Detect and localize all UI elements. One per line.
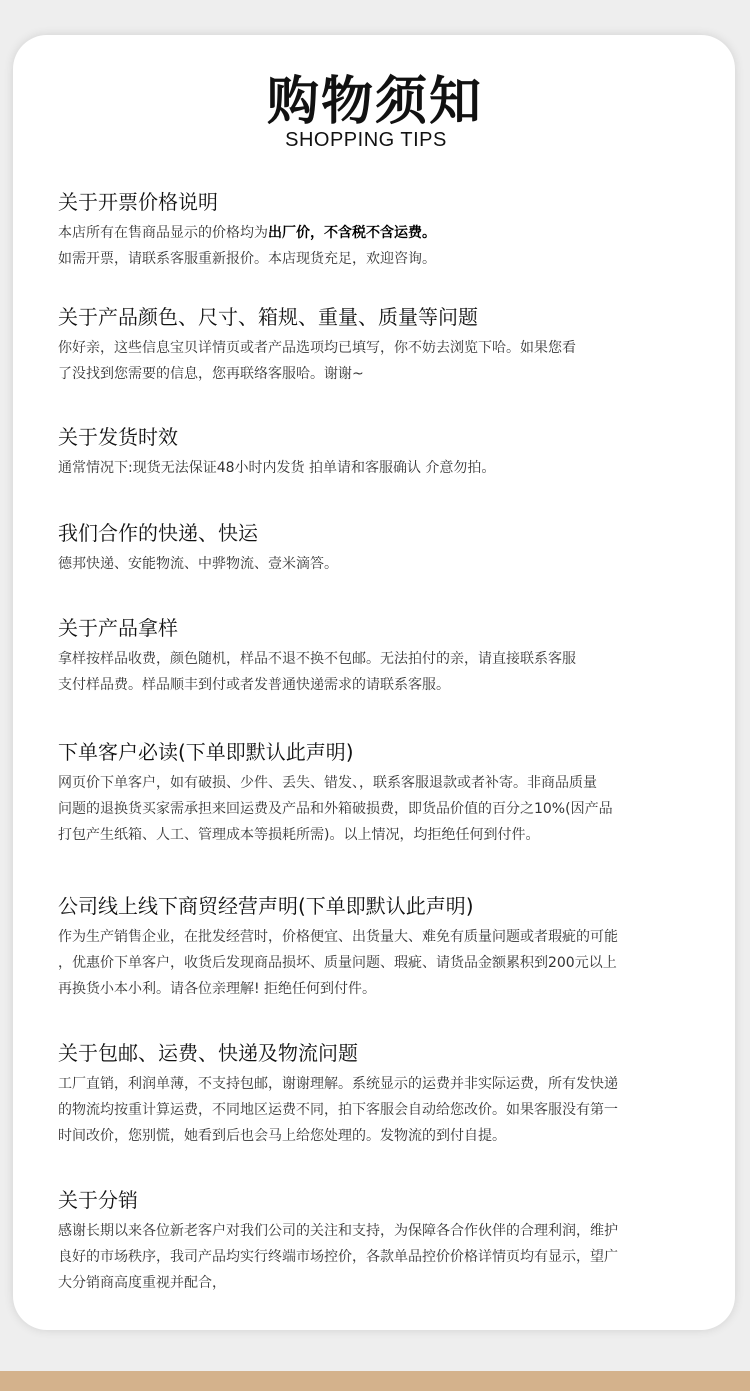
page-title: 购物须知 <box>266 72 483 132</box>
section-order-notice <box>58 737 718 848</box>
section-text: 工厂直销，利润单薄，不支持包邮，谢谢理解。系统显示的运费并非实际运费，所有发快递 的物流均按重计算运费，不同地区运费不同，拍下客服会自动给您改价。如果客服没有第一 时间改价，您别慌，她看到后也会马上给您处理的。发物流的到付自提。 <box>58 1076 618 1144</box>
section-text: 感谢长期以来各位新老客户对我们公司的关注和支持，为保障各合作伙伴的合理利润，维护 良好的市场秩序，我司产品均实行终端市场控价，各款单品控价价格详情页均有显示，望广 大分销商高度重视并配合， <box>58 1223 618 1291</box>
section-shipping-time <box>58 422 718 481</box>
section-heading: 关于发货时效 <box>58 425 178 449</box>
section-business-statement <box>58 891 718 1002</box>
section-invoice-pricing <box>58 187 718 272</box>
section-shipping-fees <box>58 1038 718 1149</box>
section-heading: 关于产品拿样 <box>58 616 178 640</box>
section-couriers <box>58 518 718 577</box>
section-heading: 关于开票价格说明 <box>58 190 218 214</box>
page-subtitle: SHOPPING TIPS <box>285 129 447 151</box>
section-heading: 关于产品颜色、尺寸、箱规、重量、质量等问题 <box>58 305 478 329</box>
section-text: 德邦快递、安能物流、中骅物流、壹米滴答。 <box>58 556 338 572</box>
section-text: 网页价下单客户，如有破损、少件、丢失、错发、，联系客服退款或者补寄。非商品质量 问题的退换货买家需承担来回运费及产品和外箱破损费，即货品价值的百分之10%(因产品 打包产生纸箱、人工、管理成本等损耗所需)。以上情况，均拒绝任何到付件。 <box>58 775 613 843</box>
section-product-specs <box>58 302 718 387</box>
section-text: 通常情况下:现货无法保证48小时内发货 拍单请和客服确认 介意勿拍。 <box>58 460 496 476</box>
section-heading: 关于包邮、运费、快递及物流问题 <box>58 1041 358 1065</box>
section-distribution <box>58 1185 718 1296</box>
section-text: 本店所有在售商品显示的价格均为出厂价，不含税不含运费。 如需开票，请联系客服重新报价。本店现货充足，欢迎咨询。 <box>58 225 436 267</box>
section-text: 拿样按样品收费，颜色随机，样品不退不换不包邮。无法拍付的亲，请直接联系客服 支付样品费。样品顺丰到付或者发普通快递需求的请联系客服。 <box>58 651 576 693</box>
section-text: 你好亲，这些信息宝贝详情页或者产品选项均已填写，你不妨去浏览下哈。如果您看 了没找到您需要的信息，您再联络客服哈。谢谢~ <box>58 340 576 382</box>
section-heading: 公司线上线下商贸经营声明(下单即默认此声明) <box>58 894 474 918</box>
section-heading: 关于分销 <box>58 1188 138 1212</box>
section-text: 作为生产销售企业，在批发经营时，价格便宜、出货量大、难免有质量问题或者瑕疵的可能 ，优惠价下单客户，收货后发现商品损坏、质量问题、瑕疵、请货品金额累积到200元以上 再换货小本小利。请各位亲理解! 拒绝任何到付件。 <box>58 929 618 997</box>
section-heading: 我们合作的快递、快运 <box>58 521 258 545</box>
section-samples <box>58 613 718 698</box>
section-heading: 下单客户必读(下单即默认此声明) <box>58 740 354 764</box>
price-emphasis: 出厂价，不含税不含运费。 <box>268 225 436 241</box>
bottom-accent-strip <box>0 1371 750 1391</box>
